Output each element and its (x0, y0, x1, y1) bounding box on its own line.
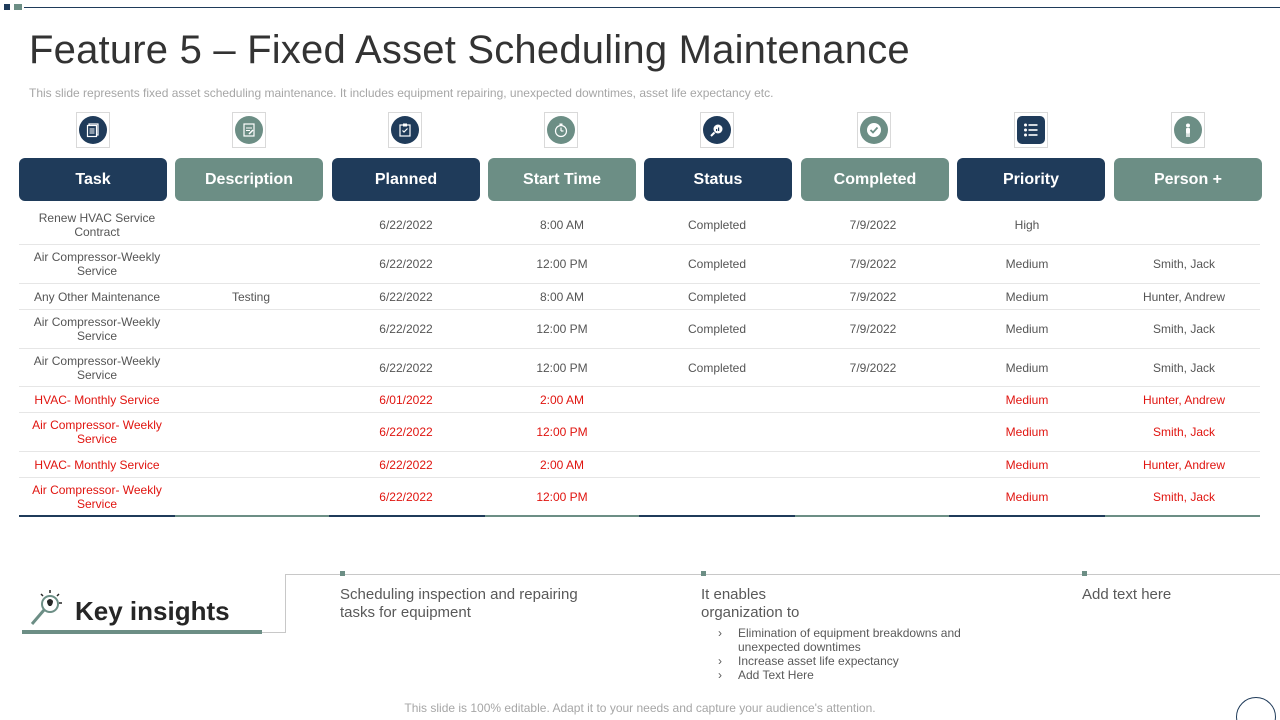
insight-marker (701, 571, 706, 576)
column-header-status: Status (644, 158, 792, 201)
status-cell (642, 452, 792, 477)
task-cell: HVAC- Monthly Service (34, 392, 160, 407)
completed-cell (798, 413, 948, 451)
status-cell (642, 413, 792, 451)
start-time-cell: 12:00 PM (536, 257, 588, 271)
checkmark-icon (860, 116, 888, 144)
priority-cell: Medium (1005, 322, 1049, 336)
bullet-item: › Increase asset life expectancy (718, 654, 899, 668)
description-cell (176, 245, 326, 283)
table-bottom-rule (795, 515, 949, 517)
insight-text-1: Scheduling inspection and repairing tasks for equipment (340, 586, 578, 621)
table-row (19, 452, 1260, 478)
planned-column-icon-box (388, 112, 422, 148)
corner-square (4, 4, 10, 10)
column-header-task: Task (19, 158, 167, 201)
planned-cell: 6/22/2022 (379, 457, 433, 472)
status-cell: Completed (687, 257, 747, 271)
table-bottom-rule (949, 515, 1105, 517)
planned-cell: 6/01/2022 (379, 392, 433, 407)
page-subtitle: This slide represents fixed asset scheduling maintenance. It includes equipment repairing, unexpected downtimes, asset life expectancy etc. (29, 86, 774, 100)
person-cell: Smith, Jack (1152, 360, 1215, 375)
start-time-cell: 2:00 AM (539, 392, 585, 407)
column-header-description: Description (175, 158, 323, 201)
start-time-column-icon-box (544, 112, 578, 148)
insight-text-3: Add text here (1082, 586, 1172, 603)
task-cell: Any Other Maintenance (33, 289, 161, 304)
description-cell (176, 206, 326, 244)
completed-cell (798, 387, 948, 412)
top-rule (24, 7, 1280, 8)
planned-cell: 6/22/2022 (379, 360, 433, 375)
planned-cell: 6/22/2022 (379, 489, 433, 504)
task-cell: Air Compressor-Weekly Service (33, 315, 161, 343)
page-title: Feature 5 – Fixed Asset Scheduling Maintenance (29, 28, 910, 72)
completed-cell: 7/9/2022 (849, 360, 897, 375)
completed-cell: 7/9/2022 (849, 257, 897, 271)
start-time-cell: 8:00 AM (539, 218, 585, 232)
status-cell: Completed (687, 289, 747, 304)
description-column-icon-box (232, 112, 266, 148)
start-time-cell: 8:00 AM (539, 289, 585, 304)
column-header-priority: Priority (957, 158, 1105, 201)
status-cell: Completed (687, 218, 747, 232)
description-cell (176, 387, 326, 412)
insights-divider (285, 574, 286, 632)
status-cell (642, 478, 792, 515)
completed-cell: 7/9/2022 (849, 218, 897, 232)
description-cell: Testing (231, 289, 271, 304)
column-header-planned: Planned (332, 158, 480, 201)
person-column-icon-box (1171, 112, 1205, 148)
person-cell: Smith, Jack (1152, 257, 1215, 271)
start-time-cell: 2:00 AM (539, 457, 585, 472)
insight-marker (340, 571, 345, 576)
insight-marker (1082, 571, 1087, 576)
magnifier-chart-icon (703, 116, 731, 144)
person-cell: Smith, Jack (1152, 322, 1215, 336)
priority-cell: Medium (1005, 457, 1049, 472)
description-cell (176, 413, 326, 451)
status-cell: Completed (687, 360, 747, 375)
document-list-icon (79, 116, 107, 144)
priority-list-icon (1017, 116, 1045, 144)
task-cell: Air Compressor- Weekly Service (32, 482, 162, 511)
clipboard-icon (391, 116, 419, 144)
lightbulb-magnifier-icon (28, 586, 70, 630)
person-cell (1109, 206, 1259, 244)
task-column-icon-box (76, 112, 110, 148)
person-cell: Hunter, Andrew (1142, 289, 1226, 304)
priority-cell: Medium (1005, 489, 1049, 504)
edit-document-icon (235, 116, 263, 144)
insight-bullets (718, 626, 968, 682)
insights-underline (22, 630, 262, 634)
insights-underline (262, 632, 286, 633)
column-header-person: Person + (1114, 158, 1262, 201)
completed-column-icon-box (857, 112, 891, 148)
priority-cell: Medium (1005, 360, 1049, 375)
planned-cell: 6/22/2022 (379, 218, 433, 232)
table-bottom-rule (329, 515, 485, 517)
footer-note: This slide is 100% editable. Adapt it to your needs and capture your audience's attention. (404, 701, 876, 715)
start-time-cell: 12:00 PM (536, 360, 588, 375)
table-bottom-rule (1105, 515, 1260, 517)
task-cell: Air Compressor- Weekly Service (32, 418, 162, 446)
table-row (19, 387, 1260, 413)
table-row (19, 284, 1260, 310)
start-time-cell: 12:00 PM (536, 322, 588, 336)
planned-cell: 6/22/2022 (379, 425, 433, 439)
status-column-icon-box (700, 112, 734, 148)
description-cell (176, 349, 326, 386)
person-cell: Smith, Jack (1152, 425, 1215, 439)
person-icon (1174, 116, 1202, 144)
table-bottom-rule (19, 515, 175, 517)
bullet-item: › Add Text Here (718, 668, 814, 682)
start-time-cell: 12:00 PM (536, 489, 588, 504)
person-cell: Smith, Jack (1152, 489, 1215, 504)
person-cell: Hunter, Andrew (1142, 457, 1226, 472)
completed-cell (798, 452, 948, 477)
table-row (19, 245, 1260, 284)
priority-cell: Medium (1005, 392, 1049, 407)
table-row (19, 310, 1260, 349)
status-cell (642, 387, 792, 412)
table-row (19, 206, 1260, 245)
completed-cell: 7/9/2022 (849, 289, 897, 304)
start-time-cell: 12:00 PM (536, 425, 588, 439)
priority-column-icon-box (1014, 112, 1048, 148)
insights-divider (285, 574, 1280, 575)
task-cell: Air Compressor-Weekly Service (33, 353, 161, 382)
description-cell (176, 452, 326, 477)
priority-cell: Medium (1005, 257, 1049, 271)
planned-cell: 6/22/2022 (379, 322, 433, 336)
stopwatch-icon (547, 116, 575, 144)
table-row (19, 413, 1260, 452)
column-header-completed: Completed (801, 158, 949, 201)
completed-cell: 7/9/2022 (849, 322, 897, 336)
insights-heading: Key insights (75, 596, 230, 626)
table-bottom-rule (175, 515, 329, 517)
completed-cell (798, 478, 948, 515)
table-row (19, 349, 1260, 387)
table-bottom-rule (485, 515, 639, 517)
table-bottom-rule (639, 515, 795, 517)
person-cell: Hunter, Andrew (1142, 392, 1226, 407)
column-header-start-time: Start Time (488, 158, 636, 201)
task-cell: Air Compressor-Weekly Service (33, 250, 161, 278)
status-cell: Completed (687, 322, 747, 336)
description-cell (176, 478, 326, 515)
insight-text-2: It enables organization to (701, 586, 800, 621)
task-cell: HVAC- Monthly Service (34, 457, 160, 472)
bullet-item: › Elimination of equipment breakdowns and unexpected downtimes (718, 626, 961, 654)
priority-cell: Medium (1005, 425, 1049, 439)
corner-square (14, 4, 22, 10)
table-row (19, 478, 1260, 516)
planned-cell: 6/22/2022 (379, 257, 433, 271)
description-cell (176, 310, 326, 348)
priority-cell: Medium (1005, 289, 1049, 304)
task-cell: Renew HVAC Service Contract (38, 211, 156, 239)
priority-cell: High (1014, 218, 1040, 232)
planned-cell: 6/22/2022 (379, 289, 433, 304)
